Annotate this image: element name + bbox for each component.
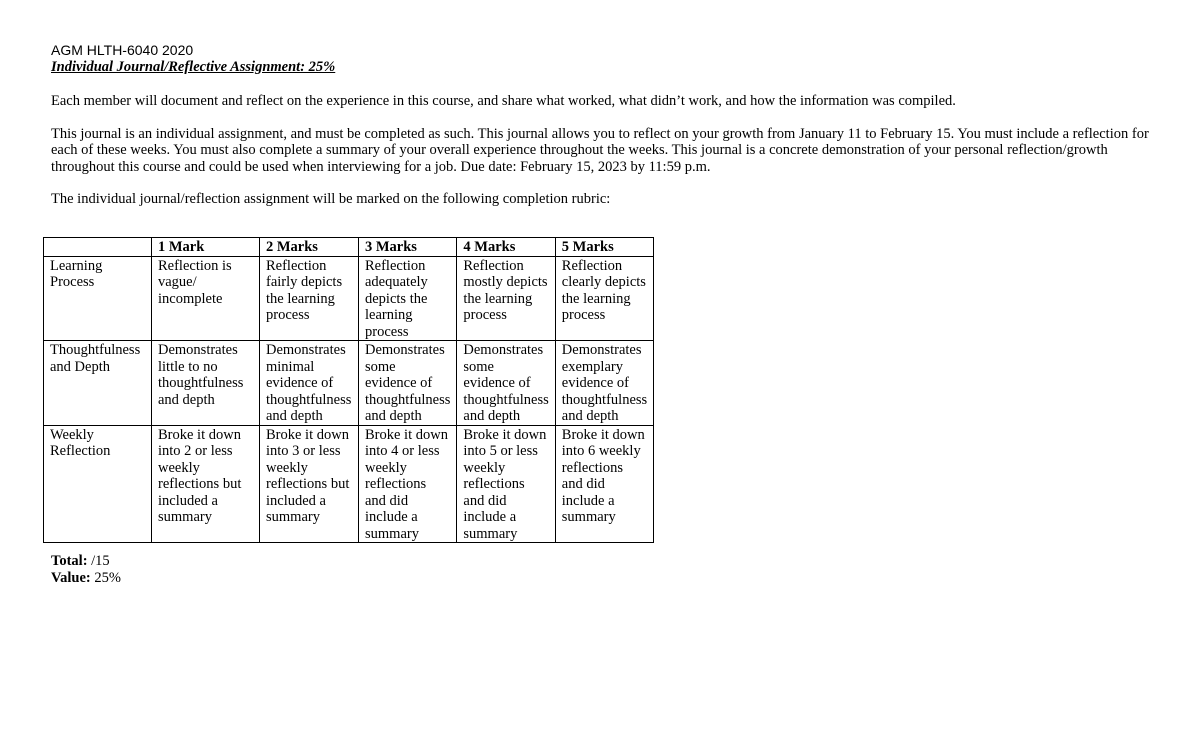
totals-block bbox=[51, 553, 121, 586]
table-row bbox=[44, 341, 654, 426]
value-label: Value: bbox=[51, 569, 91, 586]
rubric-header-row bbox=[44, 238, 654, 257]
rubric-cell: Broke it down into 6 weekly reflections and did include a summary bbox=[555, 425, 653, 543]
assignment-title: Individual Journal/Reflective Assignment: 25% bbox=[51, 59, 336, 75]
course-code: AGM HLTH-6040 2020 bbox=[51, 42, 194, 58]
rubric-cell: Broke it down into 3 or less weekly reflections but included a summary bbox=[260, 425, 359, 543]
rubric-intro-paragraph: The individual journal/reflection assignment will be marked on the following completion rubric: bbox=[51, 191, 611, 207]
rubric-cell: Reflection adequately depicts the learning process bbox=[359, 256, 457, 341]
rubric-cell: Reflection mostly depicts the learning process bbox=[457, 256, 555, 341]
rubric-cell: Broke it down into 5 or less weekly reflections and did include a summary bbox=[457, 425, 555, 543]
rubric-cell: Reflection fairly depicts the learning process bbox=[260, 256, 359, 341]
rubric-header-5-marks: 5 Marks bbox=[555, 238, 653, 257]
rubric-cell: Reflection clearly depicts the learning process bbox=[555, 256, 653, 341]
document-body bbox=[51, 41, 1161, 208]
rubric-cell: Broke it down into 2 or less weekly reflections but included a summary bbox=[152, 425, 260, 543]
journal-paragraph: This journal is an individual assignment, and must be completed as such. This journal allows you to reflect on your growth from January 11 to February 15. You must include a reflection for each of these weeks. You must also complete a summary of your overall experience throughout the weeks. This journal is a concrete demonstration of your personal reflection/growth throughout this course and could be used when interviewing for a job. Due date: February 15, 2023 by 11:59 p.m. bbox=[51, 125, 1149, 175]
rubric-cell: Broke it down into 4 or less weekly reflections and did include a summary bbox=[359, 425, 457, 543]
rubric-cell: Demonstrates exemplary evidence of thoughtfulness and depth bbox=[555, 341, 653, 426]
rubric-cell: Demonstrates minimal evidence of thoughtfulness and depth bbox=[260, 341, 359, 426]
rubric-cell: Demonstrates little to no thoughtfulness and depth bbox=[152, 341, 260, 426]
rubric-cell: Demonstrates some evidence of thoughtfulness and depth bbox=[359, 341, 457, 426]
rubric-header-2-marks: 2 Marks bbox=[260, 238, 359, 257]
rubric-header-3-marks: 3 Marks bbox=[359, 238, 457, 257]
criterion-weekly-reflection: Weekly Reflection bbox=[44, 425, 152, 543]
rubric-cell: Reflection is vague/ incomplete bbox=[152, 256, 260, 341]
rubric-header-1-mark: 1 Mark bbox=[152, 238, 260, 257]
table-row bbox=[44, 256, 654, 341]
criterion-thoughtfulness: Thoughtfulness and Depth bbox=[44, 341, 152, 426]
intro-paragraph: Each member will document and reflect on the experience in this course, and share what worked, what didn’t work, and how the information was compiled. bbox=[51, 93, 956, 109]
total-value: /15 bbox=[91, 553, 110, 569]
criterion-learning-process: Learning Process bbox=[44, 256, 152, 341]
total-line bbox=[51, 553, 121, 570]
table-row bbox=[44, 425, 654, 543]
rubric-table bbox=[43, 237, 654, 543]
total-label: Total: bbox=[51, 553, 88, 569]
rubric-cell: Demonstrates some evidence of thoughtfulness and depth bbox=[457, 341, 555, 426]
rubric-header-4-marks: 4 Marks bbox=[457, 238, 555, 257]
value-value: 25% bbox=[94, 569, 121, 586]
value-line bbox=[51, 570, 121, 587]
rubric-header-criterion bbox=[44, 238, 152, 257]
